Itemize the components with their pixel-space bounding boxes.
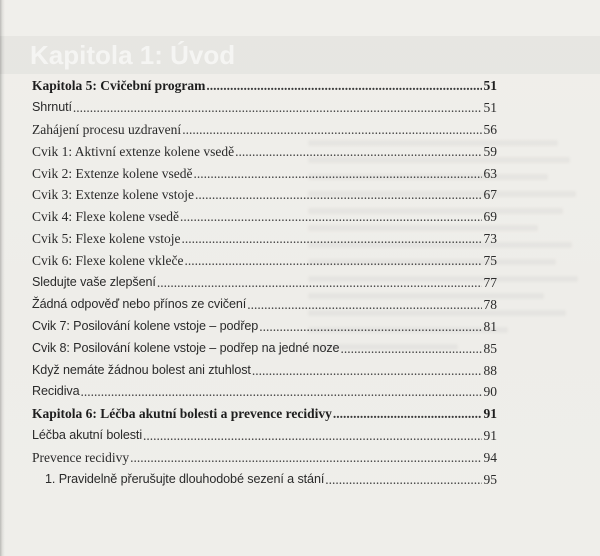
toc-entry	[32, 206, 497, 228]
toc-entry-label: Sledujte vaše zlepšení	[32, 275, 156, 290]
toc-entry-page: 85	[483, 340, 497, 356]
dot-leader	[252, 360, 482, 382]
toc-entry-label: Zahájení procesu uzdravení	[32, 121, 182, 137]
toc-entry-page: 94	[483, 450, 497, 466]
dot-leader	[333, 403, 482, 425]
toc-entry-page: 73	[483, 231, 497, 247]
toc-entry	[32, 163, 497, 185]
toc-entry-page: 51	[483, 78, 497, 93]
toc-entry-label: Cvik 1: Aktivní extenze kolene vsedě	[32, 143, 235, 159]
dot-leader	[157, 272, 482, 294]
toc-entry-page: 91	[483, 406, 497, 422]
toc-entry	[32, 119, 497, 141]
dot-leader	[143, 425, 481, 447]
toc-entry-label: Žádná odpověď nebo přínos ze cvičení	[32, 296, 247, 311]
toc-entry-label: Cvik 3: Extenze kolene vstoje	[32, 187, 194, 203]
toc-entry-label: Shrnutí	[32, 99, 72, 114]
toc-entry-page: 75	[483, 253, 497, 269]
toc-entry-page: 56	[483, 121, 497, 137]
toc-entry	[32, 338, 497, 360]
dot-leader	[182, 119, 481, 141]
dot-leader	[184, 250, 481, 272]
bleed-through-heading: Kapitola 1: Úvod	[30, 40, 236, 70]
toc-entry-label: Když nemáte žádnou bolest ani ztuhlost	[32, 362, 251, 377]
toc-subentry	[32, 469, 497, 491]
dot-leader	[259, 316, 481, 338]
toc-entry-label: Cvik 4: Flexe kolene vsedě	[32, 209, 179, 225]
toc-entry	[32, 97, 497, 119]
dot-leader	[195, 184, 482, 206]
toc-entry-label: Kapitola 5: Cvičební program	[32, 78, 206, 93]
dot-leader	[180, 206, 482, 228]
toc-entry-page: 78	[483, 296, 497, 312]
table-of-contents	[32, 75, 497, 491]
toc-entry-label: Cvik 6: Flexe kolene vkleče	[32, 253, 184, 269]
toc-entry	[32, 228, 497, 250]
toc-entry-page: 69	[483, 209, 497, 225]
dot-leader	[247, 294, 481, 316]
toc-entry-label: Cvik 7: Posilování kolene vstoje – podřep	[32, 318, 259, 333]
toc-chapter-heading	[32, 403, 497, 425]
toc-entry-page: 59	[483, 143, 497, 159]
toc-entry-label: Cvik 8: Posilování kolene vstoje – podřep na jedné noze	[32, 340, 340, 355]
dot-leader	[181, 228, 481, 250]
toc-entry-label: Léčba akutní bolesti	[32, 428, 143, 443]
toc-entry-label: Kapitola 6: Léčba akutní bolesti a prevence recidivy	[32, 406, 332, 422]
dot-leader	[193, 163, 481, 185]
toc-entry-label: Cvik 5: Flexe kolene vstoje	[32, 231, 181, 247]
toc-entry	[32, 381, 497, 403]
toc-entry-page: 88	[483, 362, 497, 378]
toc-entry-page: 51	[483, 99, 497, 115]
toc-entry	[32, 250, 497, 272]
dot-leader	[340, 338, 481, 360]
toc-entry	[32, 447, 497, 469]
toc-entry	[32, 316, 497, 338]
toc-entry	[32, 425, 497, 447]
toc-entry	[32, 184, 497, 206]
toc-entry	[32, 272, 497, 294]
toc-entry-page: 77	[483, 275, 497, 291]
toc-entry-label: Cvik 2: Extenze kolene vsedě	[32, 165, 193, 181]
dot-leader	[235, 141, 481, 163]
toc-entry	[32, 294, 497, 316]
toc-entry-page: 91	[483, 428, 497, 444]
toc-entry	[32, 360, 497, 382]
toc-chapter-heading	[32, 75, 497, 97]
dot-leader	[130, 447, 481, 469]
page-edge-shadow	[0, 0, 5, 556]
toc-entry-page: 63	[483, 165, 497, 181]
toc-entry-page: 81	[483, 318, 497, 334]
toc-entry-page: 67	[483, 187, 497, 203]
toc-entry-page: 95	[483, 472, 497, 488]
dot-leader	[73, 97, 482, 119]
dot-leader	[81, 381, 482, 403]
dot-leader	[325, 469, 481, 491]
toc-entry	[32, 141, 497, 163]
toc-entry-label: Recidiva	[32, 384, 80, 399]
toc-entry-label: Prevence recidivy	[32, 450, 130, 466]
toc-entry-label: 1. Pravidelně přerušujte dlouhodobé sezení a stání	[45, 472, 325, 487]
dot-leader	[206, 75, 481, 97]
toc-entry-page: 90	[483, 384, 497, 400]
